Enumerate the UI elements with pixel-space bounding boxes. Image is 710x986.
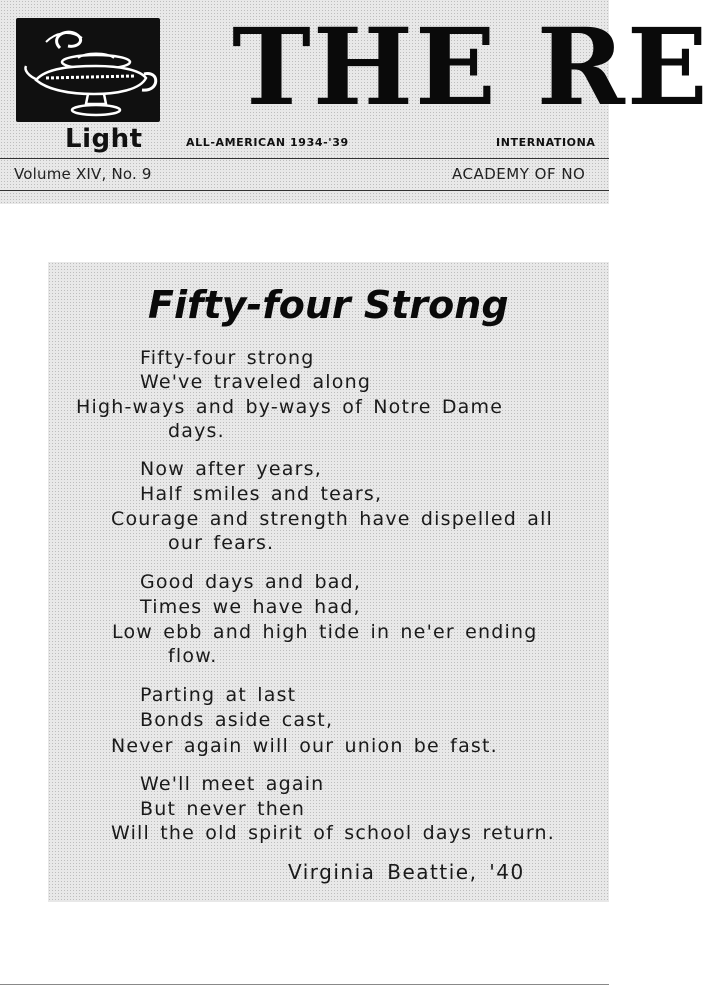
poem-line: Never again will our union be fast.	[111, 735, 498, 757]
divider	[0, 190, 609, 191]
poem-line: We'll meet again	[140, 773, 325, 795]
poem-line: We've traveled along	[140, 371, 372, 393]
footer-divider	[0, 984, 609, 985]
divider	[0, 158, 609, 159]
poem-line: days.	[168, 420, 225, 442]
poem-line: High-ways and by-ways of Notre Dame	[76, 396, 504, 418]
poem-line: Low ebb and high tide in ne'er ending	[112, 621, 538, 643]
poem-author: Virginia Beattie, '40	[288, 860, 525, 884]
publisher-name: ACADEMY OF NO	[452, 165, 586, 183]
poem-line: Half smiles and tears,	[140, 483, 383, 505]
poem-line: But never then	[140, 798, 306, 820]
poem-line: Fifty-four strong	[140, 347, 315, 369]
poem-line: Will the old spirit of school days return.	[111, 822, 556, 844]
poem-line: Good days and bad,	[140, 571, 362, 593]
poem-line: Courage and strength have dispelled all	[111, 508, 554, 530]
poem-line: Parting at last	[140, 684, 297, 706]
poem-line: flow.	[168, 645, 218, 667]
volume-number: Volume XIV, No. 9	[14, 165, 152, 183]
masthead	[0, 0, 710, 204]
poem-line: Bonds aside cast,	[140, 709, 334, 731]
poem-line: our fears.	[168, 532, 275, 554]
poem-title: Fifty-four Strong	[148, 283, 509, 327]
poem-line: Times we have had,	[140, 596, 361, 618]
logo-wordmark: Light	[65, 124, 143, 154]
poem-line: Now after years,	[140, 458, 322, 480]
oil-lamp-icon	[16, 18, 160, 122]
award-badge-right: INTERNATIONA	[496, 136, 596, 149]
award-badge-left: ALL-AMERICAN 1934-'39	[186, 136, 349, 149]
newspaper-title: THE RE	[232, 4, 710, 129]
